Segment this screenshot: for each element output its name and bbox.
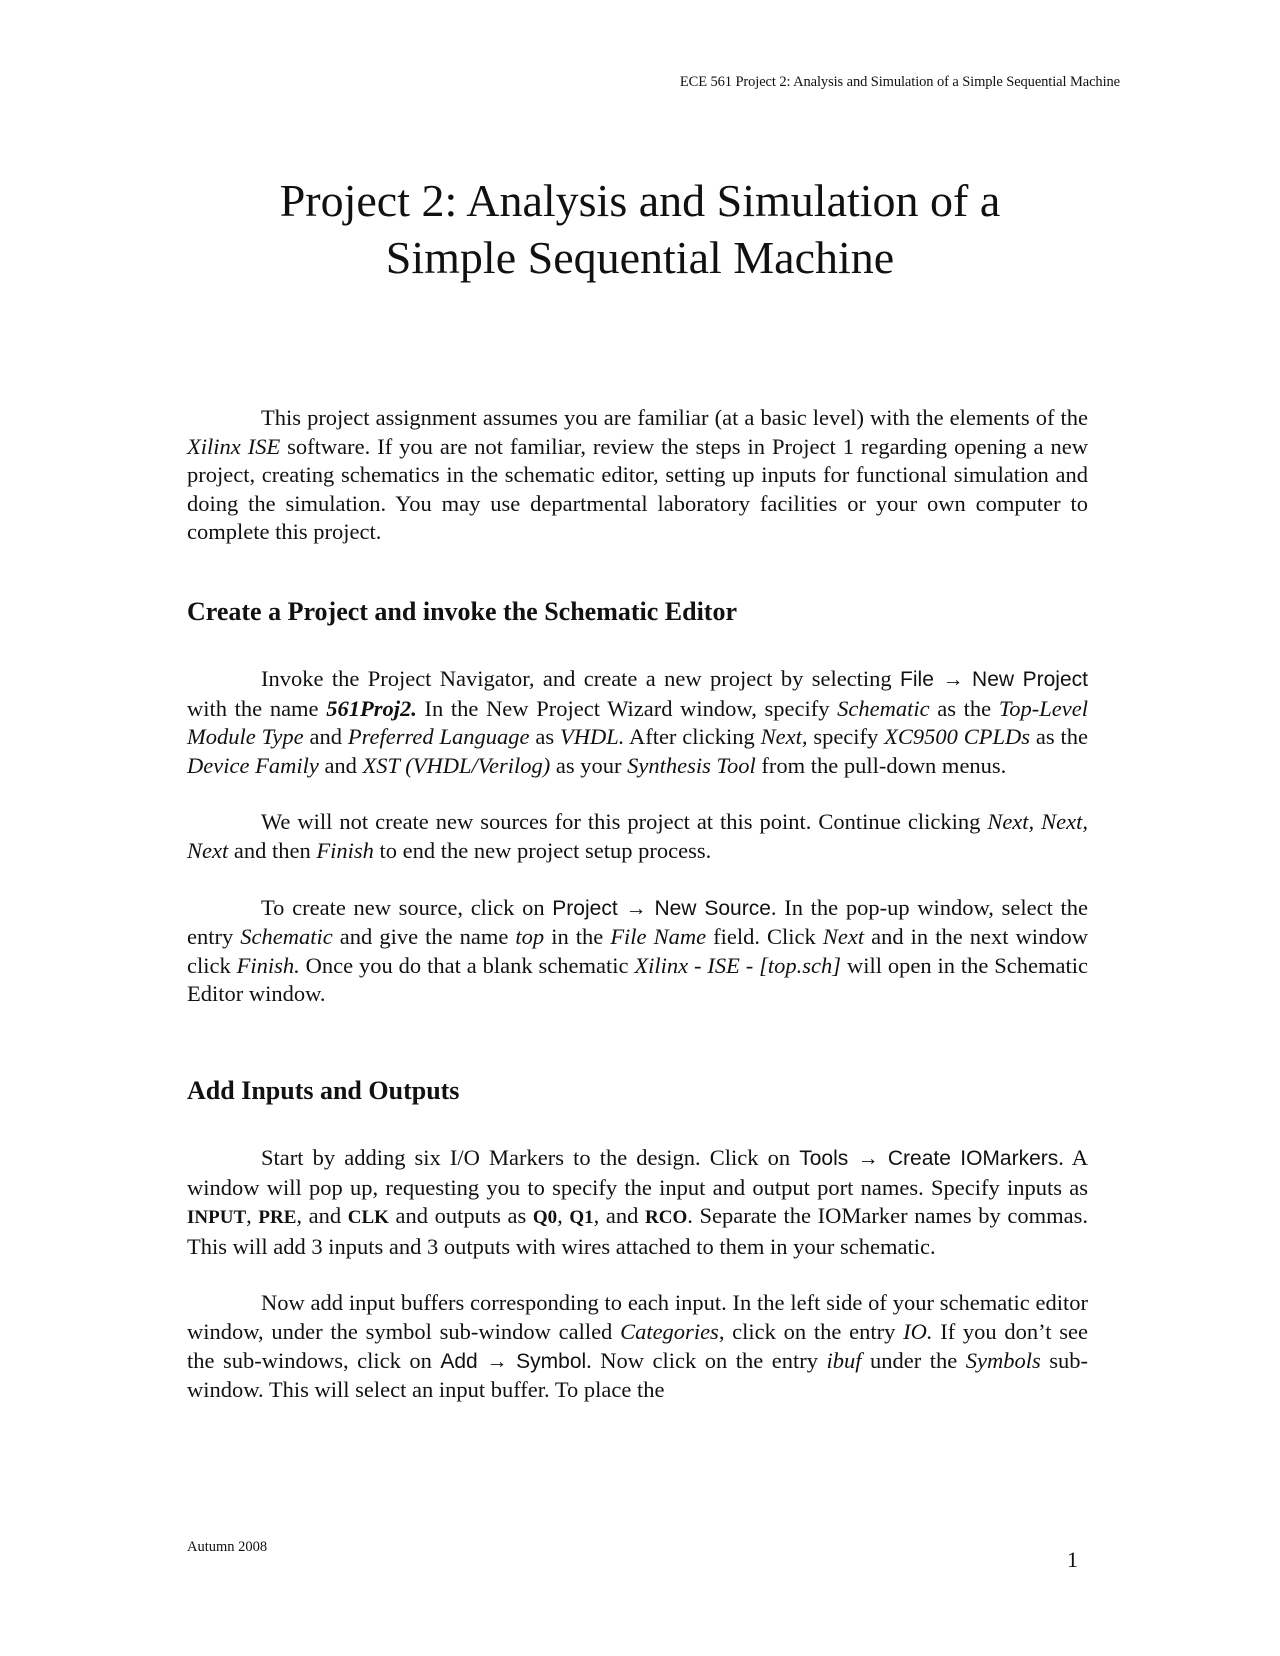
emphasis: Next, (760, 724, 808, 750)
emphasis: ibuf (826, 1347, 862, 1373)
text-run: as the (1030, 724, 1088, 750)
emphasis: Device Family (187, 752, 319, 778)
text-run: , (246, 1203, 259, 1229)
text-run: and (318, 752, 363, 778)
text-run: . Separate the IOMarker names by commas. This will add 3 inputs and 3 outputs with wires attached to them in your schematic. (187, 1203, 1089, 1259)
text-run: software. If you are not familiar, review the steps in Project 1 regarding opening a new project, creating schematics in the schematic editor, setting up inputs for functional simulation and doing the simulation. You may use departmental laboratory facilities or your own computer to complete this project. (187, 433, 1088, 545)
port-name: RCO (645, 1207, 688, 1229)
text-run: If you don’t see the sub-windows, click on (187, 1318, 1088, 1373)
text-run: This project assignment assumes you are familiar (at a basic level) with the elements of the (261, 405, 1088, 430)
text-run: as (529, 724, 560, 750)
running-header: ECE 561 Project 2: Analysis and Simulation of a Simple Sequential Machine (679, 74, 1120, 90)
text-run: will open in the Schematic Editor window. (187, 952, 1088, 1007)
emphasis: Schematic (837, 695, 930, 721)
text-run: We will not create new sources for this project at this point. Continue clicking (261, 809, 988, 835)
text-run: Once you do that a blank schematic (299, 952, 635, 978)
port-name: Q1 (569, 1207, 594, 1229)
text-run: In the New Project Wizard window, specify (416, 695, 838, 721)
text-run: and then (228, 837, 317, 863)
section-inputs-outputs (187, 1144, 1088, 1405)
text-run: to end the new project setup process. (373, 837, 712, 863)
text-run: , click on the entry (718, 1318, 904, 1344)
section-heading-create-project: Create a Project and invoke the Schematic Editor (187, 597, 737, 626)
emphasis: Next (822, 924, 865, 950)
menu-path: Tools → Create IOMarkers (799, 1147, 1059, 1170)
emphasis: Finish (316, 837, 374, 863)
intro-paragraph (187, 404, 1088, 547)
paragraph (187, 1144, 1088, 1261)
text-run: , and (296, 1203, 348, 1229)
emphasis: Synthesis Tool (627, 752, 756, 778)
text-run: Invoke the Project Navigator, and create a new project by selecting (261, 666, 901, 691)
section-create-project (187, 665, 1088, 1009)
emphasis: Symbols (965, 1347, 1041, 1373)
emphasis: Schematic (240, 924, 333, 950)
emphasis: top (515, 924, 545, 950)
text-run: Now add input buffers corresponding to each input. In the left side of your schematic editor window, under the symbol sub-window called (187, 1290, 1088, 1344)
text-run: To create new source, click on (261, 894, 553, 920)
emphasis: File Name (610, 924, 707, 950)
title-line-1: Project 2: Analysis and Simulation of a (279, 175, 1001, 226)
software-name: Xilinx ISE (187, 433, 281, 459)
text-run: and give the name (332, 924, 516, 950)
text-run: . Now click on the entry (586, 1347, 827, 1373)
section-heading-inputs-outputs: Add Inputs and Outputs (187, 1076, 460, 1105)
text-run: and (303, 724, 348, 750)
paragraph (187, 894, 1088, 1009)
paragraph (187, 1289, 1088, 1404)
port-name: Q0 (532, 1207, 558, 1229)
emphasis: Xilinx - ISE - [top.sch] (634, 952, 842, 978)
menu-path: File → New Project (900, 668, 1088, 691)
text-run: field. Click (706, 924, 823, 950)
project-name: 561Proj2. (326, 695, 417, 721)
text-run: specify (807, 724, 885, 750)
emphasis: XC9500 CPLDs (884, 724, 1031, 750)
emphasis: VHDL. (559, 724, 625, 750)
emphasis: IO. (903, 1318, 933, 1344)
text-run: with the name (187, 695, 327, 721)
text-run: from the pull-down menus. (755, 752, 1007, 778)
text-run: , (557, 1203, 570, 1229)
emphasis: Preferred Language (347, 724, 530, 750)
text-run: Start by adding six I/O Markers to the design. Click on (261, 1145, 800, 1170)
menu-path: Project → New Source (552, 896, 771, 920)
port-name: PRE (258, 1207, 297, 1229)
emphasis: Finish. (236, 952, 300, 978)
text-run: under the (861, 1347, 966, 1373)
paragraph (187, 808, 1088, 865)
footer-term: Autumn 2008 (187, 1539, 268, 1555)
text-run: . A window will pop up, requesting you to specify the input and output port names. Specify inputs as (187, 1145, 1088, 1200)
paragraph (187, 665, 1088, 780)
emphasis: XST (VHDL/Verilog) (362, 752, 551, 778)
port-name: CLK (347, 1207, 389, 1229)
text-run: and in the next window click (187, 924, 1089, 978)
document-title (190, 172, 1090, 286)
emphasis: Categories (620, 1318, 719, 1344)
intro-section (187, 404, 1088, 547)
text-run: sub-window. This will select an input buffer. To place the (187, 1347, 1089, 1403)
emphasis: Top-Level Module Type (187, 695, 1089, 750)
page-number: 1 (1067, 1547, 1078, 1572)
text-run: as the (929, 695, 999, 721)
port-name: INPUT (187, 1207, 247, 1229)
text-run: and outputs as (388, 1203, 533, 1229)
text-run: After clicking (624, 724, 761, 750)
text-run: in the (544, 924, 611, 950)
text-run: . In the pop-up window, select the entry (187, 894, 1088, 950)
menu-path: Add → Symbol (440, 1349, 587, 1373)
title-line-2: Simple Sequential Machine (385, 232, 895, 283)
text-run: , and (593, 1203, 645, 1229)
emphasis: Next, Next, Next (187, 809, 1089, 863)
text-run: as your (550, 752, 628, 778)
